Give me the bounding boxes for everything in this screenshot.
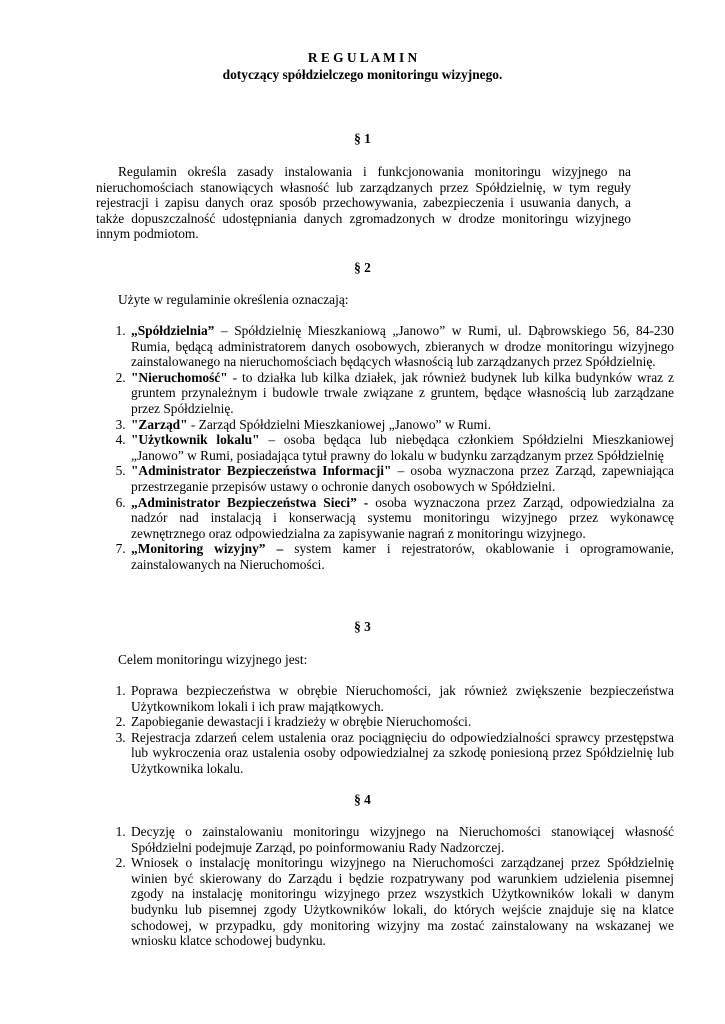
section-3-heading: § 3 <box>354 619 371 634</box>
definition-text: system kamer i rejestratorów, okablowanie i oprogramowanie, zainstalowanych na Nieruchomości. <box>131 541 675 572</box>
definition-text: osoba wyznaczona przez Zarząd, odpowiedzialna za nadzór nad instalacją i konserwacją systemu monitoringu wizyjnego przez wykonawcę zewnętrznego oraz odpowiedzialna za zapisywanie nagrań z monitoringu wizyjnego. <box>131 494 674 541</box>
section-4-heading: § 4 <box>354 792 371 807</box>
list-item: 2. Zapobieganie dewastacji i kradzieży w obrębie Nieruchomości. <box>129 714 674 730</box>
definition-text: - to działka lub kilka działek, jak również budynek lub kilka budynków wraz z gruntem przynależnym i budowle trwale związane z gruntem, będące własnością lub zarządzane przez Spółdzielnię. <box>131 369 674 416</box>
list-item: 1. Decyzję o zainstalowaniu monitoringu wizyjnego na Nieruchomości stanowiącej własność Spółdzielni podejmuje Zarząd, po poinformowaniu Rady Nadzorczej. <box>129 824 674 855</box>
section-2-intro: Użyte w regulaminie określenia oznaczają: <box>118 292 349 307</box>
definition-term: "Użytkownik lokalu" <box>131 432 260 448</box>
purposes-list <box>96 683 674 777</box>
document-subtitle: dotyczący spółdzielczego monitoringu wizyjnego. <box>222 67 503 82</box>
section-1-paragraph: Regulamin określa zasady instalowania i funkcjonowania monitoringu wizyjnego na nieruchomościach stanowiących własność lub zarządzanych przez Spółdzielnię, w tym reguły rejestracji i zapisu danych oraz sposób przechowywania, zabezpieczenia i usuwania danych, a także dopuszczalność udostępniania danych zgromadzonych w drodze monitoringu wizyjnego innym podmiotom. <box>96 164 631 242</box>
list-item <box>129 541 674 572</box>
list-item <box>129 370 674 417</box>
list-item <box>129 495 674 542</box>
definition-term: "Administrator Bezpieczeństwa Informacji" <box>131 463 392 479</box>
list-item: 2. Wniosek o instalację monitoringu wizyjnego na Nieruchomości zarządzanej przez Spółdzielnię winien być skierowany do Zarządu i będzie rozpatrywany pod warunkiem udzielenia pisemnej zgody na instalację monitoringu wizyjnego przez wszystkich Użytkowników lokali w danym budynku lub pisemnej zgody Użytkowników lokali, do których wejście znajduje się na klatce schodowej, w przypadku, gdy monitoring wizyjny ma zostać zainstalowany na wskazanej we wniosku klatce schodowej budynku. <box>129 855 674 949</box>
definition-term: "Zarząd" <box>131 416 188 432</box>
definitions-list <box>96 323 674 573</box>
definition-term: „Administrator Bezpieczeństwa Sieci” - <box>131 494 369 510</box>
definition-term: "Nieruchomość" <box>131 369 228 385</box>
section-2-heading: § 2 <box>354 260 371 275</box>
list-item: 3. Rejestracja zdarzeń celem ustalenia oraz pociągnięciu do odpowiedzialności sprawcy przestępstwa lub wykroczenia oraz ustalenia osoby odpowiedzialnej za szkodę poniesioną przez Spółdzielnię lub Użytkownika lokalu. <box>129 730 674 777</box>
section-1-heading: § 1 <box>354 131 371 146</box>
list-item <box>129 463 674 494</box>
definition-text: – osoba wyznaczona przez Zarząd, zapewniająca przestrzeganie przepisów ustawy o ochronie danych osobowych w Spółdzielni. <box>131 463 674 494</box>
list-item <box>129 323 674 370</box>
list-item: 1. Poprawa bezpieczeństwa w obrębie Nieruchomości, jak również zwiększenie bezpieczeństwa Użytkownikom lokali i ich praw majątkowych. <box>129 683 674 714</box>
list-item <box>129 432 674 463</box>
section-3-intro: Celem monitoringu wizyjnego jest: <box>118 652 308 667</box>
definition-text: - Zarząd Spółdzielni Mieszkaniowej „Janowo” w Rumi. <box>187 416 491 432</box>
definition-term: „Spółdzielnia” <box>131 323 215 338</box>
document-title: R E G U L A M I N <box>307 50 418 65</box>
definition-term: „Monitoring wizyjny” – <box>131 541 284 557</box>
definition-text: – osoba będąca lub niebędąca członkiem Spółdzielni Mieszkaniowej „Janowo” w Rumi, posiadająca tytuł prawny do lokalu w budynku zarządzanym przez Spółdzielnię <box>131 432 675 463</box>
definition-text: – Spółdzielnię Mieszkaniową „Janowo” w Rumi, ul. Dąbrowskiego 56, 84-230 Rumia, będącą administratorem danych osobowych, zbieranych w drodze monitoringu wizyjnego zainstalowanego na nieruchomościach będących własnością lub zarządzanych przez Spółdzielnię. <box>131 323 674 370</box>
list-item <box>129 417 674 433</box>
rules-list <box>96 824 674 949</box>
